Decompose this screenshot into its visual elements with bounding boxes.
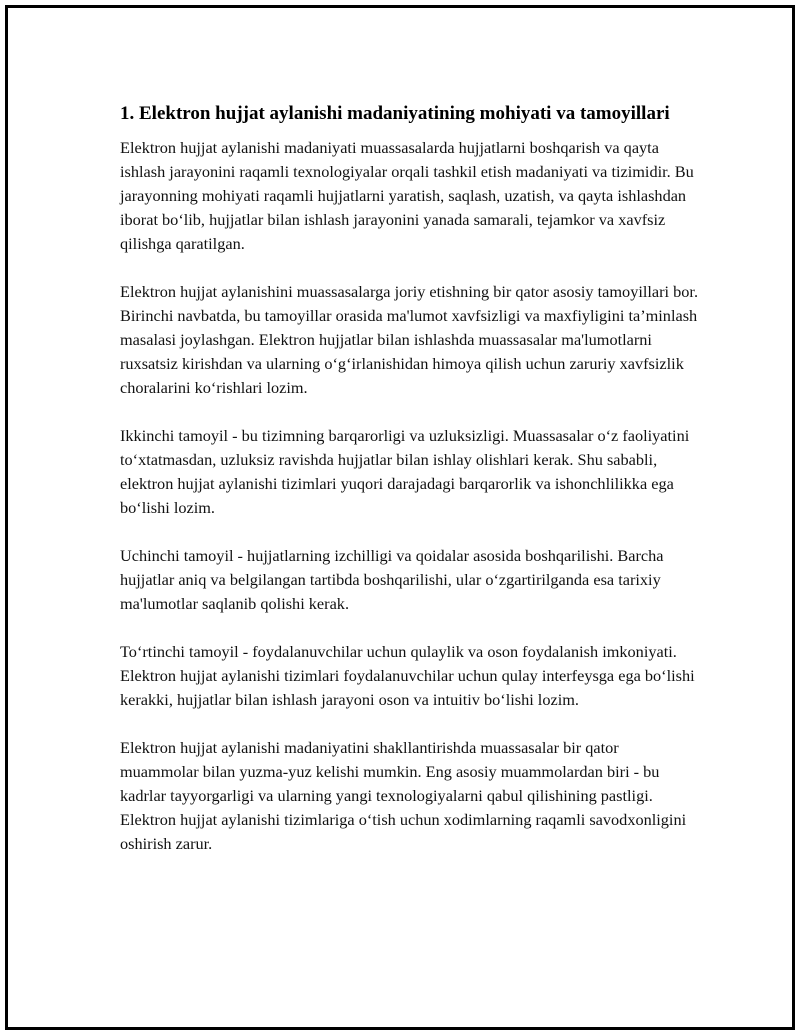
paragraph-principles: Elektron hujjat aylanishini muassasalarga joriy etishning bir qator asosiy tamoyillari bor. Birinchi navbatda, bu tamoyillar orasida ma'lumot xavfsizligi va maxfiyligini ta’minlash masalasi joylashgan. Elektron hujjatlar bilan ishlashda muassasalar ma'lumotlarni ruxsatsiz kirishdan va ularning o‘g‘irlanishidan himoya qilish uchun zaruriy xavfsizlik choralarini ko‘rishlari lozim. <box>120 282 699 397</box>
paragraph-challenges: Elektron hujjat aylanishi madaniyatini shakllantirishda muassasalar bir qator muammolar bilan yuzma-yuz kelishi mumkin. Eng asosiy muammolardan biri - bu kadrlar tayyorgarligi va ularning yangi texnologiyalarni qabul qilishining pastligi. Elektron hujjat aylanishi tizimlariga o‘tish uchun xodimlarning raqamli savodxonligini oshirish zarur. <box>120 738 687 853</box>
section-heading: 1. Elektron hujjat aylanishi madaniyatining mohiyati va tamoyillari <box>120 103 670 124</box>
paragraph-second-principle: Ikkinchi tamoyil - bu tizimning barqarorligi va uzluksizligi. Muassasalar o‘z faoliyatini to‘xtatmasdan, uzluksiz ravishda hujjatlar bilan ishlay olishlari kerak. Shu sababli, elektron hujjat aylanishi tizimlari yuqori darajadagi barqarorlik va ishonchlilikka ega bo‘lishi lozim. <box>120 426 690 517</box>
paragraph-third-principle: Uchinchi tamoyil - hujjatlarning izchilligi va qoidalar asosida boshqarilishi. Barcha hujjatlar aniq va belgilangan tartibda boshqarilishi, ular o‘zgartirilganda esa tarixiy ma'lumotlar saqlanib qolishi kerak. <box>120 546 664 613</box>
paragraph-intro: Elektron hujjat aylanishi madaniyati muassasalarda hujjatlarni boshqarish va qayta ishlash jarayonini raqamli texnologiyalar orqali tashkil etish madaniyati va tizimidir. Bu jarayonning mohiyati raqamli hujjatlarni yaratish, saqlash, uzatish, va qayta ishlashdan iborat bo‘lib, hujjatlar bilan ishlash jarayonini yanada samarali, tejamkor va xavfsiz qilishga qaratilgan. <box>120 138 694 253</box>
page-frame <box>5 5 795 1030</box>
paragraph-fourth-principle: To‘rtinchi tamoyil - foydalanuvchilar uchun qulaylik va oson foydalanish imkoniyati. Elektron hujjat aylanishi tizimlari foydalanuvchilar uchun qulay interfeysga ega bo‘lishi kerakki, hujjatlar bilan ishlash jarayoni oson va intuitiv bo‘lishi lozim. <box>120 642 695 709</box>
document-body <box>120 98 700 880</box>
